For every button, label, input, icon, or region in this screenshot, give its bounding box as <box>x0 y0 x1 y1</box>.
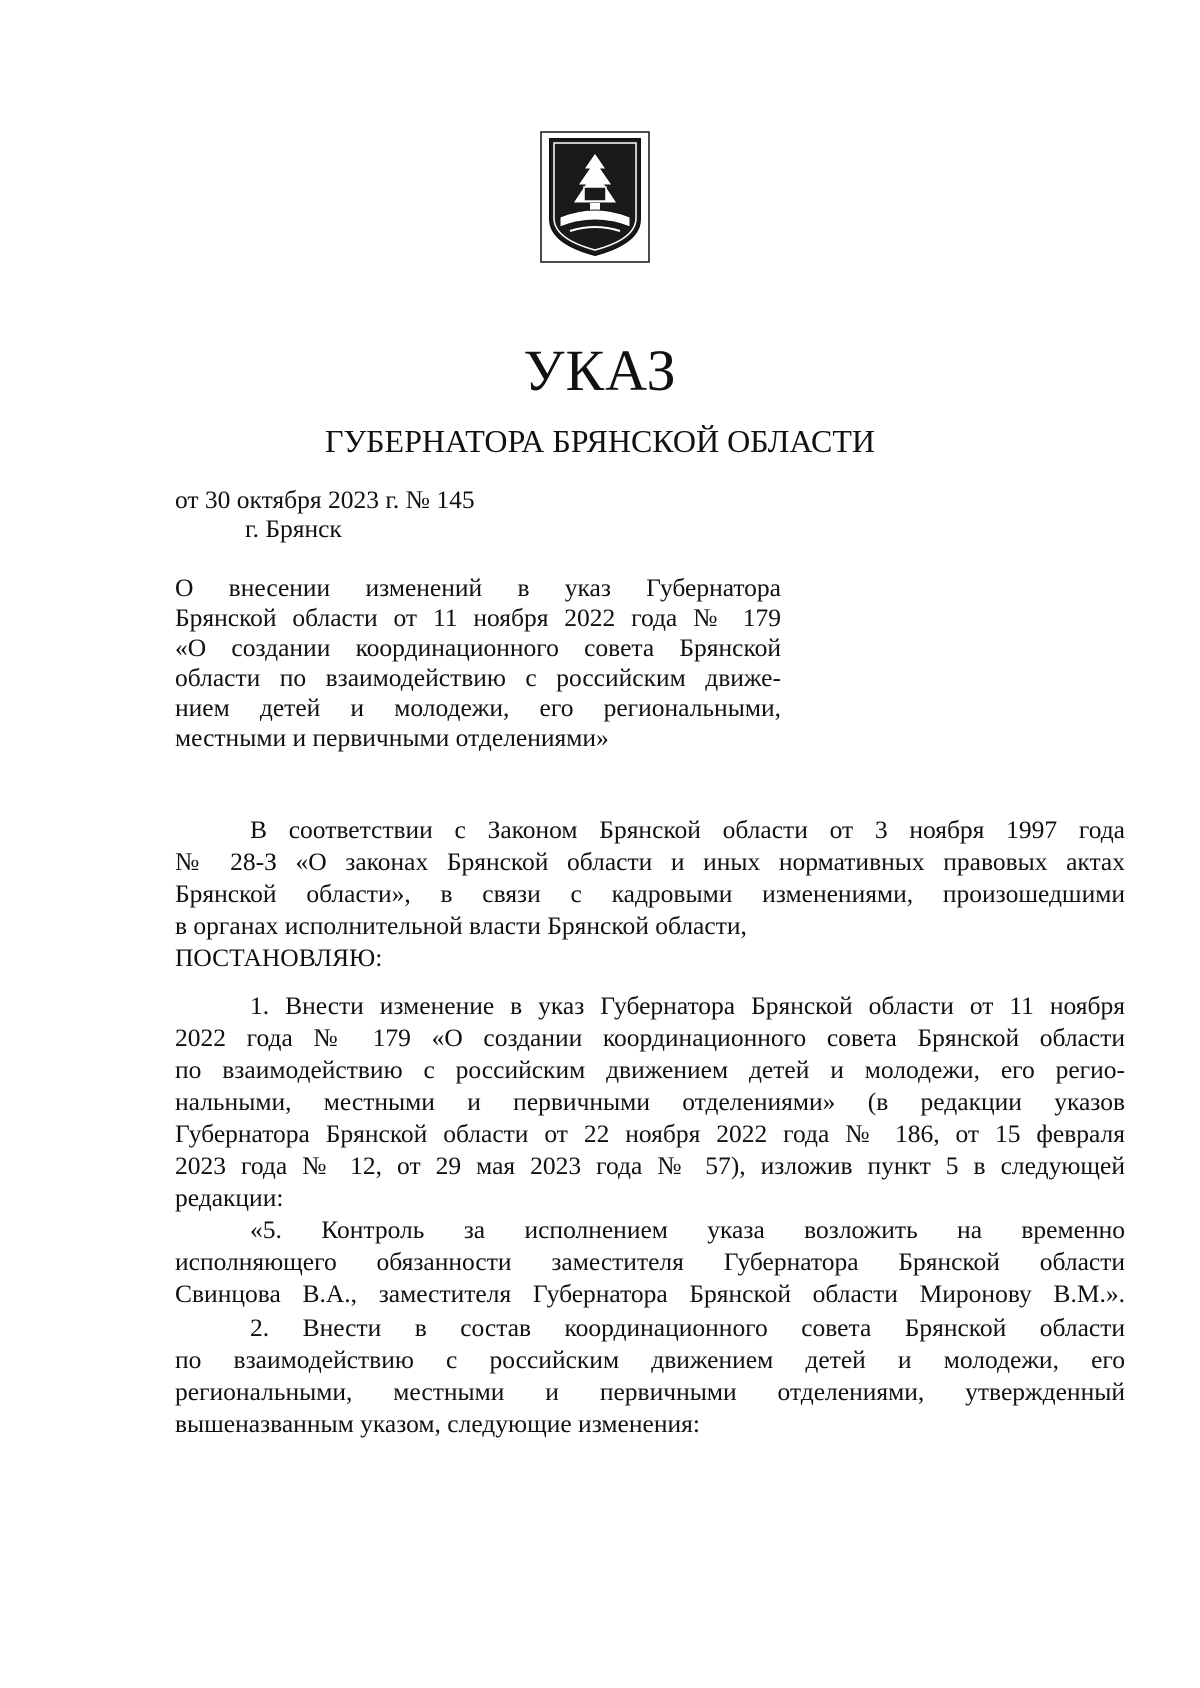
heading-line: области по взаимодействию с российским движе- <box>175 663 781 692</box>
decree-city: г. Брянск <box>245 514 342 543</box>
heading-line: нием детей и молодежи, его региональными, <box>175 693 781 722</box>
heading-line: «О создании координационного совета Брянской <box>175 633 781 662</box>
item-1-line: нальными, местными и первичными отделениями» (в редакции указов <box>175 1087 1125 1116</box>
quote-line: Свинцова В.А., заместителя Губернатора Брянской области Миронову В.М.». <box>175 1279 1125 1308</box>
quote-line: исполняющего обязанности заместителя Губернатора Брянской области <box>175 1247 1125 1276</box>
item-1-line: Губернатора Брянской области от 22 ноября 2022 года № 186, от 15 февраля <box>175 1119 1125 1148</box>
item-1-line: редакции: <box>175 1183 284 1212</box>
heading-line: местными и первичными отделениями» <box>175 723 609 752</box>
item-1-line: 2022 года № 179 «О создании координационного совета Брянской области <box>175 1023 1125 1052</box>
heading-line: О внесении изменений в указ Губернатора <box>175 573 781 602</box>
heading-line: Брянской области от 11 ноября 2022 года № 179 <box>175 603 781 632</box>
preamble-line: В соответствии с Законом Брянской области от 3 ноября 1997 года <box>250 815 1125 844</box>
preamble-line: № 28-З «О законах Брянской области и иных нормативных правовых актах <box>175 847 1125 876</box>
item-1-line: 1. Внести изменение в указ Губернатора Брянской области от 11 ноября <box>250 991 1125 1020</box>
coat-of-arms-emblem <box>540 131 650 263</box>
item-2-line: 2. Внести в состав координационного совета Брянской области <box>250 1313 1125 1342</box>
item-2-line: региональными, местными и первичными отделениями, утвержденный <box>175 1377 1125 1406</box>
item-1-line: по взаимодействию с российским движением детей и молодежи, его регио- <box>175 1055 1125 1084</box>
preamble-line: Брянской области», в связи с кадровыми изменениями, произошедшими <box>175 879 1125 908</box>
resolution-word: ПОСТАНОВЛЯЮ: <box>175 943 383 972</box>
document-title: УКАЗ <box>523 338 677 403</box>
document-subtitle: ГУБЕРНАТОРА БРЯНСКОЙ ОБЛАСТИ <box>325 423 875 459</box>
decree-date-number: от 30 октября 2023 г. № 145 <box>175 485 475 514</box>
item-1-line: 2023 года № 12, от 29 мая 2023 года № 57), изложив пункт 5 в следующей <box>175 1151 1125 1180</box>
preamble-line: в органах исполнительной власти Брянской области, <box>175 911 747 940</box>
item-2-line: по взаимодействию с российским движением детей и молодежи, его <box>175 1345 1125 1374</box>
quote-line: «5. Контроль за исполнением указа возложить на временно <box>250 1215 1125 1244</box>
item-2-line: вышеназванным указом, следующие изменения: <box>175 1409 700 1438</box>
